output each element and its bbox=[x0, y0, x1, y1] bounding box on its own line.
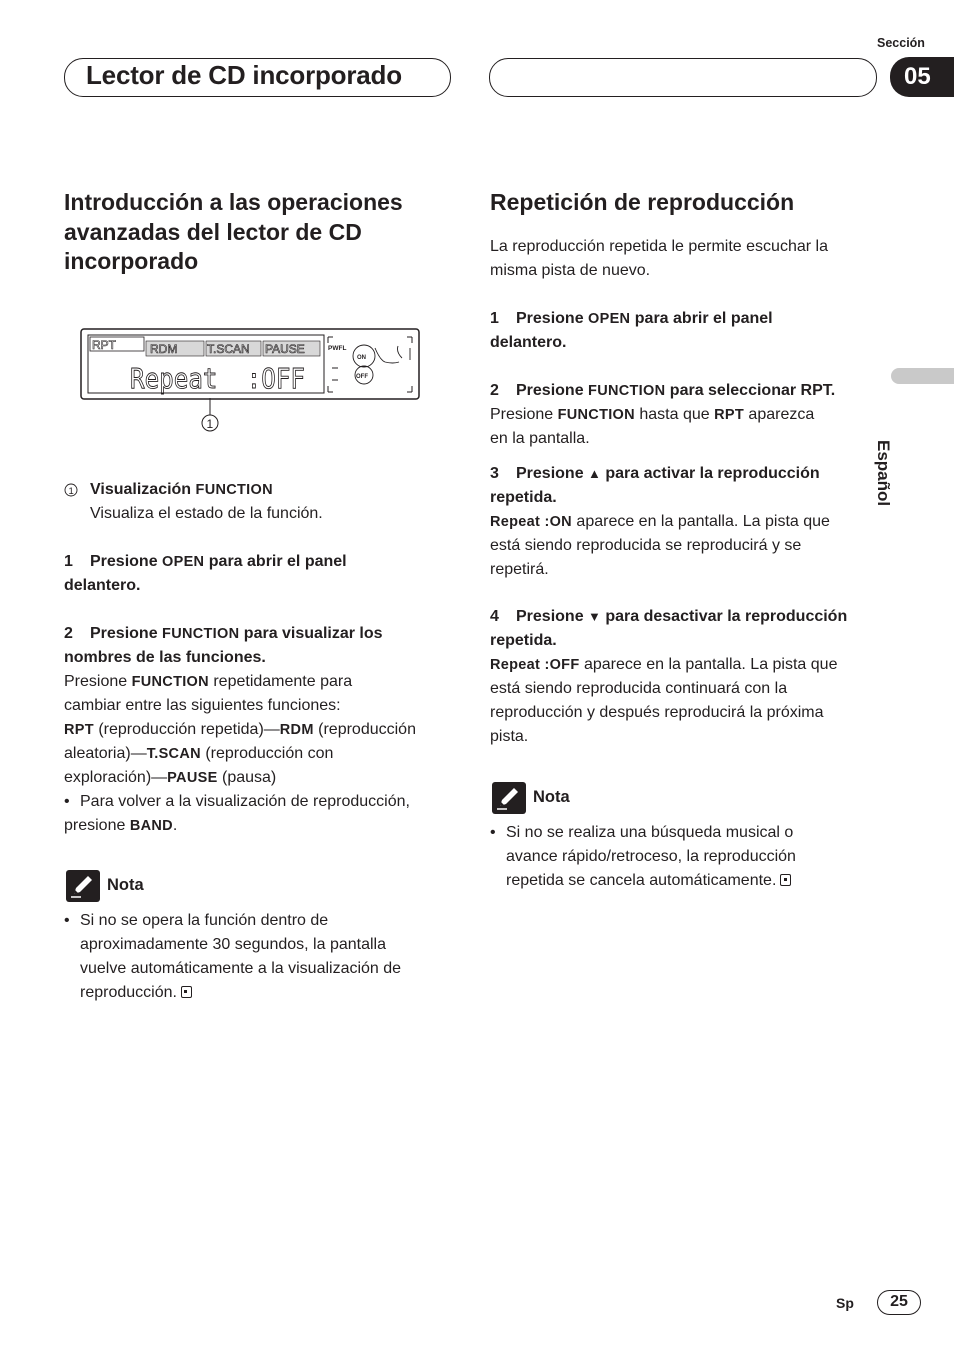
end-mark-icon bbox=[780, 874, 791, 886]
right-step-3: 3 Presione ▲ para activar la reproducción repetida. Repeat :ON aparece en la pantalla. La pista que está siendo reproducida se reproducirá y se repetirá. bbox=[490, 465, 830, 578]
right-heading: Repetición de reproducción bbox=[490, 189, 795, 215]
lcd-callout-number: 1 bbox=[206, 417, 214, 431]
right-step-4: 4 Presione ▼ para desactivar la reproducción repetida. Repeat :OFF aparece en la pantalla. La pista que está siendo reproducida continuará con la reproducción y después reproducirá la próxima pista. bbox=[490, 608, 848, 745]
left-step-1: 1 Presione OPEN para abrir el panel delantero. bbox=[64, 553, 347, 594]
side-tab-bar bbox=[891, 368, 954, 384]
lcd-illustration bbox=[80, 328, 420, 438]
lcd-indicator-rdm: RDM bbox=[150, 342, 178, 356]
lcd-off-label: OFF bbox=[356, 374, 368, 380]
lcd-indicator-pause: PAUSE bbox=[265, 342, 305, 356]
legend-marker-icon bbox=[64, 483, 78, 497]
section-number: 05 bbox=[890, 57, 954, 97]
right-step-1: 1 Presione OPEN para abrir el panel delantero. bbox=[490, 310, 773, 351]
lcd-indicator-rpt: RPT bbox=[92, 338, 116, 352]
lcd-main-text: Repeat :OFF bbox=[130, 362, 305, 395]
legend-item: 1 Visualización FUNCTION Visualiza el estado de la función. bbox=[64, 478, 444, 526]
right-intro: La reproducción repetida le permite escuchar la misma pista de nuevo. bbox=[490, 238, 828, 279]
lcd-display-svg bbox=[80, 328, 420, 438]
right-note-label: Nota bbox=[533, 788, 570, 806]
page-title: Lector de CD incorporado bbox=[86, 60, 402, 90]
left-heading: Introducción a las operaciones avanzadas del lector de CD incorporado bbox=[64, 189, 403, 274]
lcd-on-label: ON bbox=[357, 355, 366, 361]
header-empty-frame bbox=[489, 58, 877, 97]
left-note-label: Nota bbox=[107, 876, 144, 894]
lcd-indicator-tscan: T.SCAN bbox=[207, 342, 250, 356]
lcd-pwfl-label: PWFL bbox=[328, 345, 347, 352]
left-note-text: • Si no se opera la función dentro de aproximadamente 30 segundos, la pantalla vuelve automáticamente a la visualización de reproducción. bbox=[64, 912, 402, 1001]
left-step-2: 2 Presione FUNCTION para visualizar los nombres de las funciones. Presione FUNCTION repetidamente para cambiar entre las siguientes funciones: RPT (reproducción repetida)—RDM (reproducción aleatoria)—T.SCAN (reproducción con exploración)—PAUSE (pausa) • Para volver a la visualización de reproducción, presione BAND. bbox=[64, 625, 416, 834]
note-pencil-icon bbox=[492, 782, 526, 814]
right-note-text: • Si no se realiza una búsqueda musical o avance rápido/retroceso, la reproducción repetida se cancela automáticamente. bbox=[490, 824, 796, 889]
page-number: 25 bbox=[877, 1290, 921, 1315]
up-arrow-icon: ▲ bbox=[588, 466, 601, 481]
right-step-2: 2 Presione FUNCTION para seleccionar RPT. Presione FUNCTION hasta que RPT aparezca en la pantalla. bbox=[490, 382, 836, 447]
note-pencil-icon bbox=[66, 870, 100, 902]
end-mark-icon bbox=[181, 986, 192, 998]
footer-lang-code: Sp bbox=[836, 1295, 854, 1311]
svg-text:1: 1 bbox=[68, 486, 74, 497]
down-arrow-icon: ▼ bbox=[588, 609, 601, 624]
side-tab-language: Español bbox=[874, 440, 893, 507]
section-label: Sección bbox=[877, 36, 925, 50]
